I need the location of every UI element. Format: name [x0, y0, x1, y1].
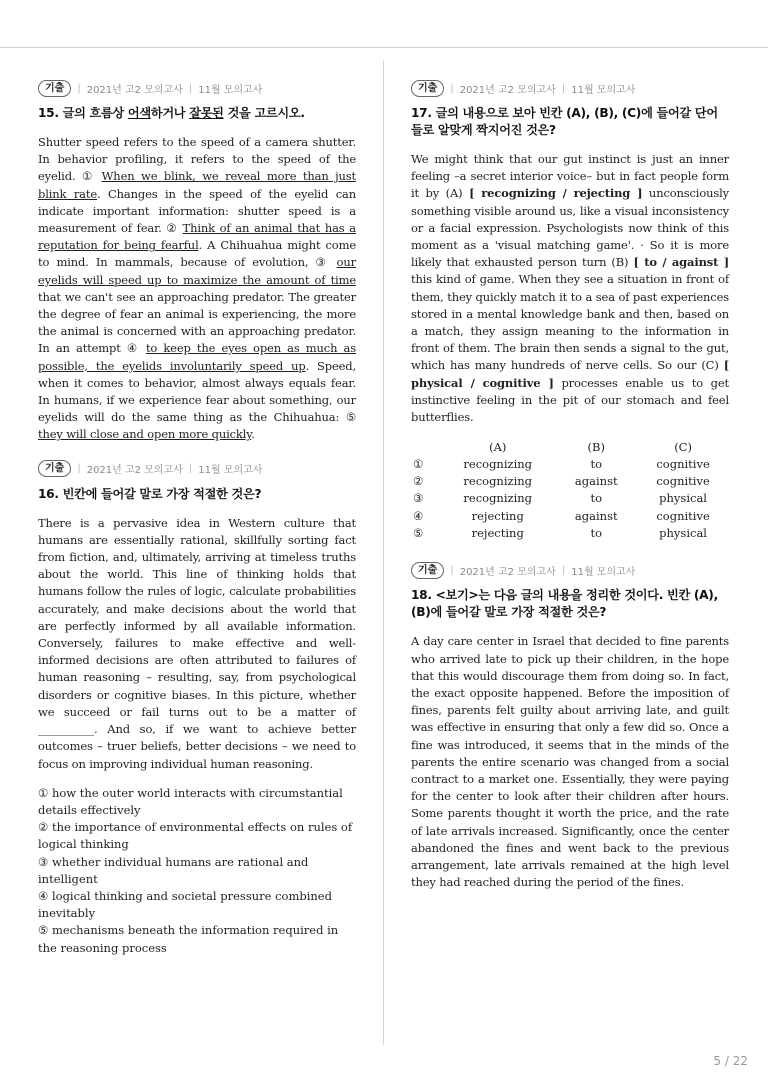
exam-year: 2021년 고2 모의고사 [459, 84, 556, 96]
exam-year: 2021년 고2 모의고사 [86, 84, 183, 96]
answer-options [38, 785, 356, 957]
question-17 [411, 79, 729, 541]
answer-option[interactable]: ① how the outer world interacts with circumstantial details effectively [38, 785, 343, 817]
answer-option[interactable]: ④ logical thinking and societal pressure combined inevitably [38, 888, 332, 921]
question-16 [38, 460, 356, 957]
answer-option[interactable]: ③ whether individual humans are rational and intelligent [38, 854, 309, 886]
question-15 [38, 79, 356, 444]
exam-month: 11월 모의고사 [198, 465, 263, 477]
column-divider [383, 60, 384, 1045]
question-passage: There is a pervasive idea in Western culture that humans are essentially rational, skillfully sorting fact from fiction, and, ultimately, arriving at timeless truths about the world. This line of thinking holds that humans follow the rules of logic, calculate probabilities accurately, and make decisions about the world that are perfectly informed by all available information. Conversely, failures to make effective and well-informed decisions are often attributed to failures of human reasoning – resulting, say, from psychological disorders or cognitive biases. In this picture, whether we succeed or fail turns out to be a matter of __________. And so, if we want to achieve better outcomes – truer beliefs, better decisions – we need to focus on improving individual human reasoning. [38, 515, 356, 771]
question-title: 17. 글의 내용으로 보아 빈칸 (A), (B), (C)에 들어갈 단어들로 알맞게 짝지어진 것은? [411, 106, 718, 137]
past-exam-badge: 기출 [411, 80, 444, 97]
question-passage: We might think that our gut instinct is just an inner feeling –a secret interior voice– but in fact people form it by (A) [ recognizing / rejecting ] unconsciously something visible around us, like a visual inconsistency or a facial expression. Psychologists now think of this moment as a 'visual matching game'. · So it is more likely that exhausted person turn (B) [ to / against ] this kind of game. When they see a situation in front of them, they quickly match it to a sea of past experiences stored in a mental knowledge bank and then, based on a match, they assign meaning to the information in front of them. The brain then sends a signal to the gut, which has many hundreds of nerve cells. So our (C) [ physical / cognitive ] processes enable us to get instinctive feeling in the pit of our stomach and feel butterflies. [411, 152, 730, 425]
past-exam-badge: 기출 [38, 80, 71, 97]
question-title: 18. <보기>는 다음 글의 내용을 정리한 것이다. 빈칸 (A), (B)에 들어갈 말로 가장 적절한 것은? [411, 588, 718, 620]
exam-year: 2021년 고2 모의고사 [459, 566, 556, 578]
answer-row[interactable]: ⑤ rejecting to physical [413, 525, 707, 540]
answer-row[interactable]: ③ recognizing to physical [413, 491, 707, 506]
answer-row[interactable]: ④ rejecting against cognitive [413, 508, 710, 523]
answer-row[interactable]: ① recognizing to cognitive [413, 457, 710, 472]
exam-month: 11월 모의고사 [571, 84, 636, 96]
question-meta: 기출 | 2021년 고2 모의고사 | 11월 모의고사 [411, 79, 729, 97]
past-exam-badge: 기출 [411, 562, 444, 579]
answer-table-header: (A) (B) (C) [489, 439, 692, 454]
exam-month: 11월 모의고사 [198, 84, 263, 96]
header-rule [0, 47, 768, 48]
page-number: 5 / 22 [713, 1054, 748, 1068]
exam-month: 11월 모의고사 [571, 566, 636, 578]
left-column [38, 79, 356, 957]
right-column [411, 79, 729, 891]
past-exam-badge: 기출 [38, 460, 71, 477]
question-meta: 기출 | 2021년 고2 모의고사 | 11월 모의고사 [38, 79, 356, 97]
answer-table [413, 438, 729, 541]
answer-option[interactable]: ⑤ mechanisms beneath the information required in the reasoning process [38, 923, 339, 955]
answer-row[interactable]: ② recognizing against cognitive [413, 474, 710, 489]
exam-year: 2021년 고2 모의고사 [86, 465, 183, 477]
question-title: 15. 글의 흐름상 어색하거나 잘못된 것을 고르시오. [38, 106, 305, 120]
question-meta: 기출 | 2021년 고2 모의고사 | 11월 모의고사 [411, 561, 729, 579]
question-passage: Shutter speed refers to the speed of a camera shutter. In behavior profiling, it refers to the speed of the eyelid. ① When we blink, we reveal more than just blink rate. Changes in the speed of the eyelid can indicate important information: shutter speed is a measurement of fear. ② Think of an animal that has a reputation for being fearful. A Chihuahua might come to mind. In mammals, because of evolution, ③ our eyelids will speed up to maximize the amount of time that we can't see an approaching predator. The greater the degree of fear an animal is experiencing, the more the animal is concerned with an approaching predator. In an attempt ④ to keep the eyes open as much as possible, the eyelids involuntarily speed up. Speed, when it comes to behavior, almost always equals fear. In humans, if we experience fear about something, our eyelids will do the same thing as the Chihuahua: ⑤ they will close and open more quickly. [38, 135, 356, 442]
question-meta: 기출 | 2021년 고2 모의고사 | 11월 모의고사 [38, 460, 356, 478]
question-passage: A day care center in Israel that decided to fine parents who arrived late to pick up their children, in the hope that this would discourage them from doing so. In fact, the exact opposite happened. Before the imposition of fines, parents felt guilty about arriving late, and guilt was effective in ensuring that only a few did so. Once a fine was introduced, it seems that in the minds of the parents the entire scenario was changed from a social contract to a market one. Essentially, they were paying for the center to look after their children after hours. Some parents thought it worth the price, and the rate of late arrivals increased. Significantly, once the center abandoned the fines and went back to the previous arrangement, late arrivals remained at the high level they had reached during the period of the fines. [411, 634, 729, 890]
question-title: 16. 빈칸에 들어갈 말로 가장 적절한 것은? [38, 486, 262, 501]
question-18 [411, 561, 729, 891]
answer-option[interactable]: ② the importance of environmental effects on rules of logical thinking [38, 820, 353, 852]
